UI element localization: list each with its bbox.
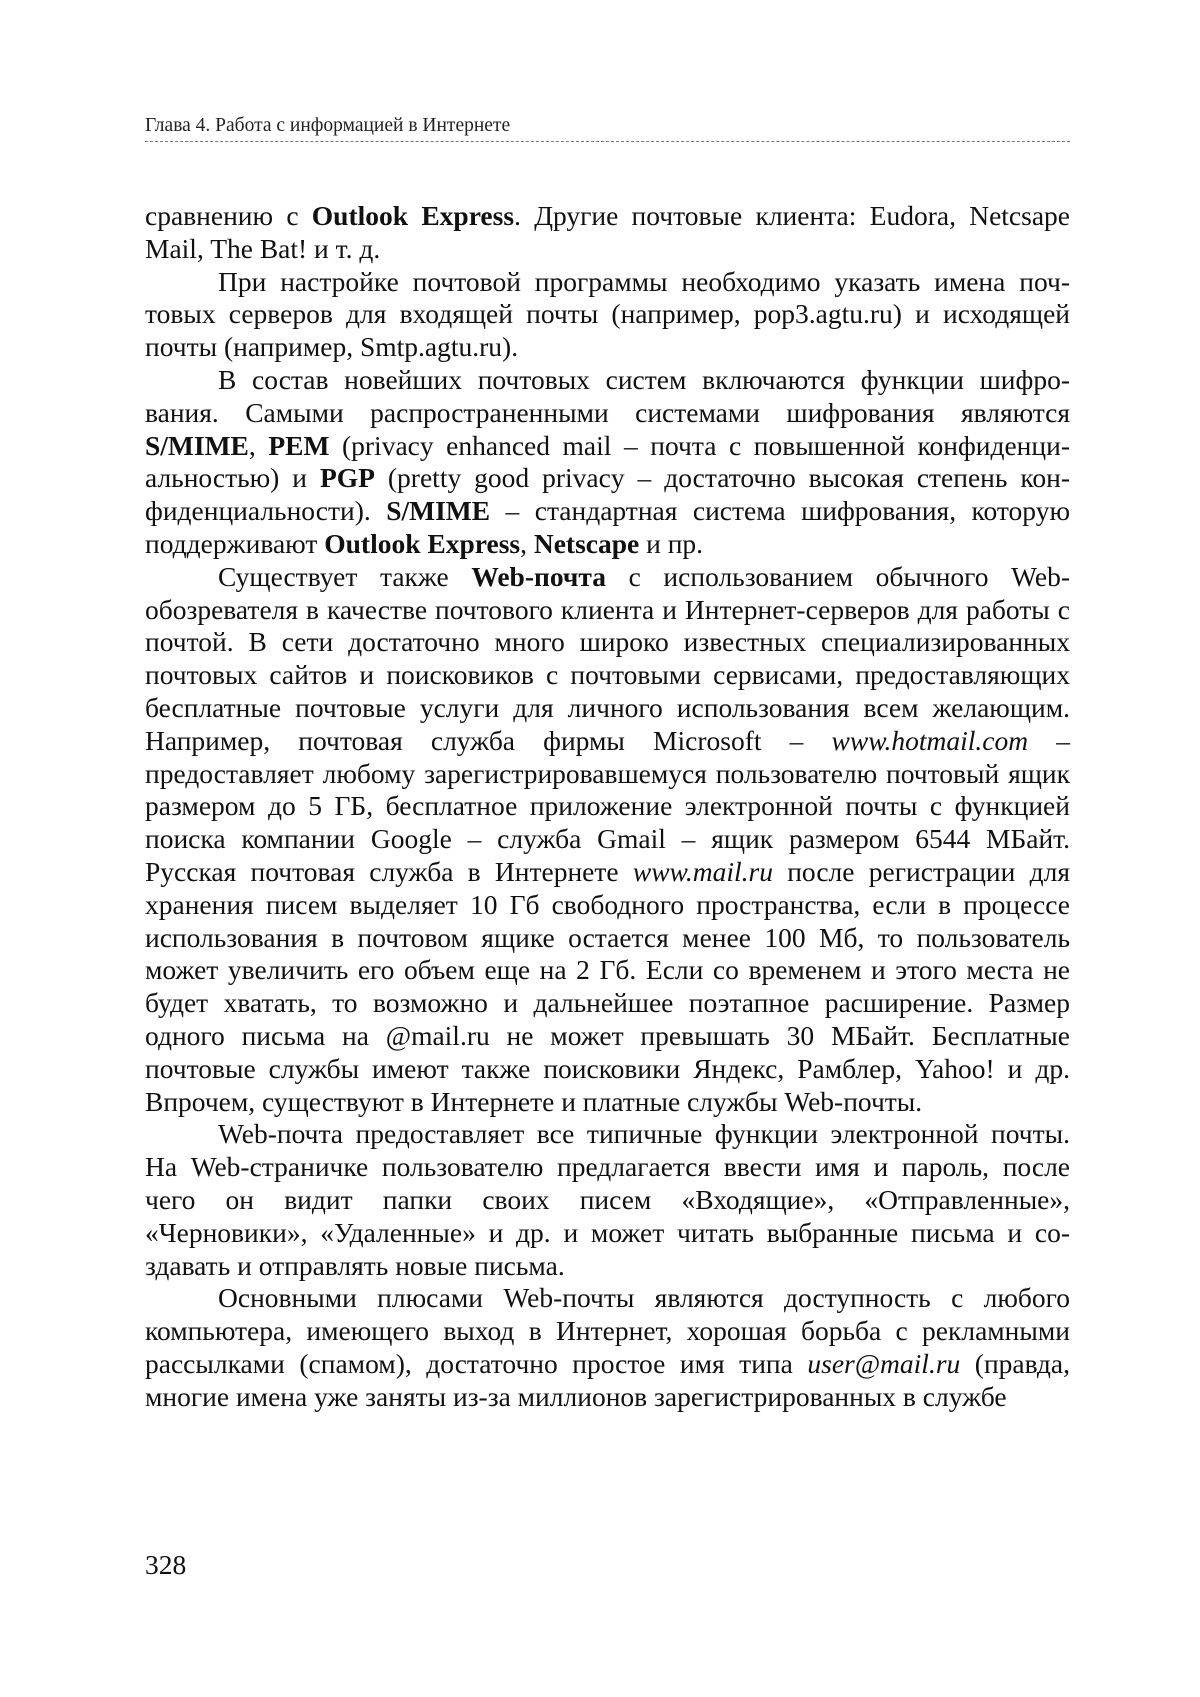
text-run: Web-почта предоставляет все типичные функции электронной почты. На Web-страничке пользователю предлагается ввести имя и пароль, после чего он видит папки своих писем «Входящие», «Отправленные», «Черновики», «Удаленные» и др. и может читать выбранные письма и создавать и отправлять новые письма.: [145, 1118, 1070, 1281]
text-run: (pretty good privacy – достаточно высокая степень конфиденциальности).: [145, 462, 1070, 527]
text-run: . Другие почтовые клиента: Eudora, Netcsape Mail, The Bat! и т. д.: [145, 200, 1070, 264]
text-run: – предоставляет любому зарегистрировавшемуся пользователю почтовый ящик размером до 5 ГБ, бесплатное приложение электронной почты с функцией поиска компании Google – служба Gmail – ящик размером 6544 МБайт. Русская почтовая служба в Интернете: [145, 724, 1070, 887]
text-run: после регистрации для хранения писем выделяет 10 Гб свободного пространства, если в процессе использования в почтовом ящике остается менее 100 Мб, то пользователь может увеличить его объем еще на 2 Гб. Если со временем и этого места не будет хватать, то возможно и дальнейшее поэтапное расширение. Размер одного письма на @mail.ru не может превышать 30 МБайт. Бесплатные почтовые службы имеют также поисковики Яндекс, Рамблер, Yahoo! и др. Впрочем, существуют в Интернете и платные службы Web-почты.: [145, 855, 1070, 1117]
text-run: сравнению с: [145, 200, 312, 231]
bold-term: PEM: [268, 429, 330, 461]
paragraph: [145, 561, 1070, 1119]
text-run: и пр.: [639, 527, 704, 559]
paragraph: [145, 200, 1070, 266]
text-run: ,: [520, 527, 534, 559]
paragraph: [145, 266, 1070, 364]
bold-term: S/MIME: [145, 429, 249, 461]
running-header: Глава 4. Работа с информацией в Интернете: [145, 115, 511, 136]
page-number: 328: [145, 1549, 187, 1580]
bold-term: PGP: [319, 462, 375, 494]
bold-term: Outlook Express: [324, 527, 521, 559]
bold-term: S/MIME: [386, 495, 491, 527]
paragraph: [145, 364, 1070, 561]
text-run: с использованием обычного Web-обозревателя в качестве почтового клиента и Интернет-серверов для работы с почтой. В сети достаточно много широко известных специализированных почтовых сайтов и поисковиков с почтовыми сервисами, предоставляющих бесплатные почтовые услуги для личного использования всем желающим. Например, почтовая служба фирмы Microsoft –: [145, 560, 1071, 756]
body-text: [145, 200, 1070, 1413]
text-run: В состав новейших почтовых систем включаются функции шифрования. Самыми распространенными системами шифрования являются: [145, 363, 1070, 428]
paragraph: [145, 1282, 1070, 1413]
text-run: ,: [248, 429, 269, 461]
bold-term: Web-почта: [471, 560, 606, 592]
header-divider: [145, 141, 1070, 142]
bold-term: Outlook Express: [311, 200, 515, 231]
text-run: (privacy enhanced mail – почта с повышенной конфиденциальностью) и: [145, 429, 1070, 494]
text-run: – стандартная система шифрования, которую поддерживают: [145, 495, 1070, 559]
italic-term: www.hotmail.com: [831, 724, 1029, 756]
paragraph: [145, 1118, 1070, 1282]
italic-term: www.mail.ru: [632, 855, 773, 887]
text-run: Основными плюсами Web-почты являются доступность с любого компьютера, имеющего выход в Интернет, хорошая борьба с рекламными рассылками (спамом), достаточно простое имя типа: [145, 1282, 1070, 1379]
text-run: (правда, многие имена уже заняты из-за миллионов зарегистрированных в службе: [145, 1347, 1071, 1412]
text-run: Существует также: [218, 560, 472, 592]
text-run: При настройке почтовой программы необходимо указать имена почтовых серверов для входящей почты (например, pop3.agtu.ru) и исходящей почты (например, Smtp.agtu.ru).: [145, 265, 1070, 363]
bold-term: Netscape: [533, 527, 640, 559]
italic-term: user@mail.ru: [807, 1347, 961, 1379]
